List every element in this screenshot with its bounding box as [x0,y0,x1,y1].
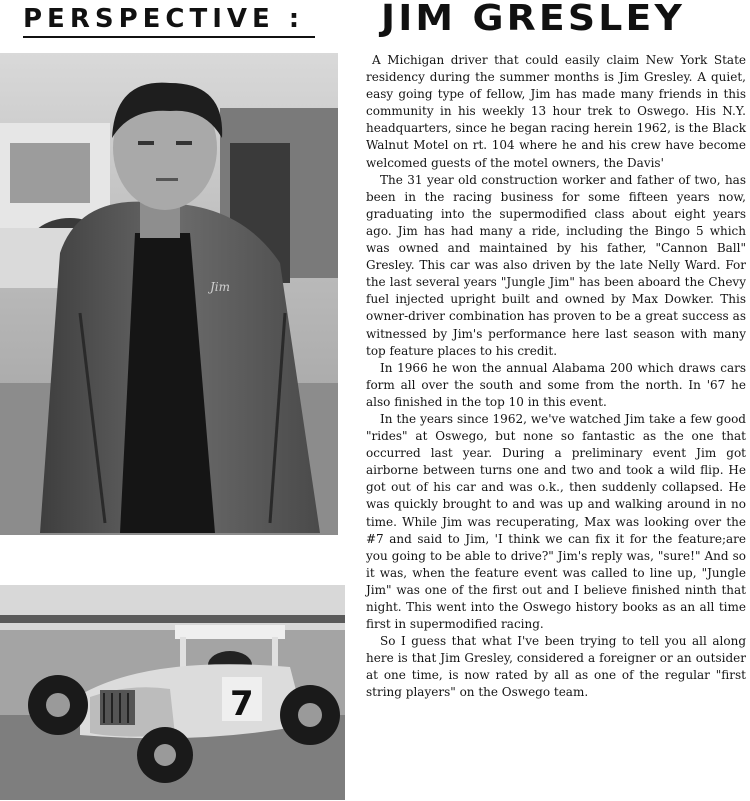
jacket-embroidery: Jim [210,280,231,294]
article-body [366,52,746,702]
article-paragraph-5: So I guess that what I've been trying to tell you all along here is that Jim Gresley, considered a foreigner or an outsider at one time, is now rated by all as one of the regular "first string players" on the Oswego team. [366,634,746,700]
article-title: JIM GRESLEY [381,0,686,39]
portrait-photo [0,53,338,535]
portrait-illustration [0,53,338,535]
article-paragraph-3: In 1966 he won the annual Alabama 200 which draws cars form all over the south and some from the north. In '67 he also finished in the top 10 in this event. [366,360,746,409]
header-underline [23,36,315,38]
car-number: 7 [230,684,254,724]
article-paragraph-4: In the years since 1962, we've watched Jim take a few good "rides" at Oswego, but none so fantastic as the one that occurred last year. During a preliminary event Jim got airborne between turns one and two and took a wild flip. He got out of his car and was o.k., then suddenly collapsed. He was quickly brought to and was up and walking around in no time. While Jim was recuperating, Max was looking over the #7 and said to Jim, 'I think we can fix it for the feature;are you going to be able to drive?" Jim's reply was, "sure!" And so it was, when the feature event was called to line up, "Jungle Jim" was one of the first out and I believe finished ninth that night. This went into the Oswego history books as an all time first in supermodified racing. [366,411,746,632]
header-perspective-label: PERSPECTIVE : [23,4,305,34]
race-car-photo [0,585,345,800]
race-car-illustration [0,585,345,800]
article-paragraph-2: The 31 year old construction worker and father of two, has been in the racing business for some fifteen years now, graduating into the supermodified class about eight years ago. Jim has had many a ride, including the Bingo 5 which was owned and maintained by his father, "Cannon Ball" Gresley. This car was also driven by the late Nelly Ward. For the last several years "Jungle Jim" has been aboard the Chevy fuel injected upright built and owned by Max Dowker. This owner-driver combination has proven to be a great success as witnessed by Jim's performance here last season with many top feature places to his credit. [366,172,746,358]
article-paragraph-1: A Michigan driver that could easily claim New York State residency during the summer months is Jim Gresley. A quiet, easy going type of fellow, Jim has made many friends in this community in his weekly 13 hour trek to Oswego. His N.Y. headquarters, since he began racing herein 1962, is the Black Walnut Motel on rt. 104 where he and his crew have become welcomed guests of the motel owners, the Davis' [366,53,746,170]
